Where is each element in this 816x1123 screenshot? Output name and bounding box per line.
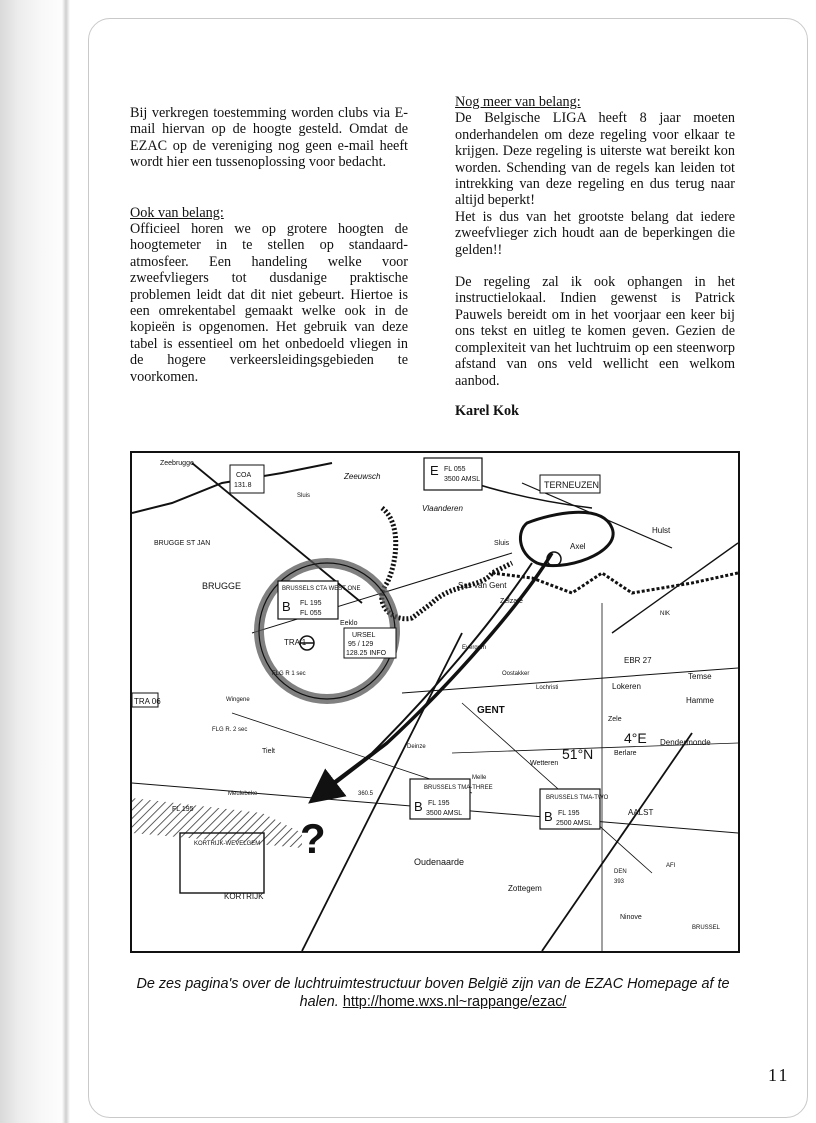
svg-text:GENT: GENT (477, 705, 505, 716)
svg-text:FL 195: FL 195 (428, 800, 450, 807)
map-drawing (132, 453, 738, 951)
svg-text:BRUSSELS TMA-THREE: BRUSSELS TMA-THREE (424, 785, 493, 791)
svg-text:BRUSSELS CTA WEST ONE: BRUSSELS CTA WEST ONE (282, 586, 361, 592)
left-column (130, 105, 408, 385)
section-heading-ook-van-belang: Ook van belang: (130, 204, 224, 221)
svg-text:2500 AMSL: 2500 AMSL (556, 820, 593, 827)
svg-text:FL 195: FL 195 (300, 600, 322, 607)
svg-text:Sluis: Sluis (297, 493, 311, 499)
svg-text:Tielt: Tielt (262, 748, 275, 755)
svg-text:B: B (282, 599, 291, 614)
instruction-paragraph: De regeling zal ik ook ophangen in het instructielokaal. Indien gewenst is Patrick Pauwels bereidt om in het voorjaar een keer bij ons tekst en uitleg te komen geven. Gezien de complexiteit van het luchtruim op een steenworp afstand van ons veld wellicht een welkom aanbod. (455, 274, 735, 389)
svg-text:FL 055: FL 055 (444, 466, 466, 473)
liga-paragraph: De Belgische LIGA heeft 8 jaar moeten onderhandelen om deze regeling voor elkaar te krijgen. Deze regeling is uiterste wat bereikt kon worden. Schending van de regels kan leiden tot intrekking van deze regeling en dus terug naar altijd beperkt! (455, 110, 735, 209)
svg-text:Hulst: Hulst (652, 526, 671, 535)
svg-text:Ninove: Ninove (620, 914, 642, 921)
svg-text:Zele: Zele (608, 716, 622, 723)
author-name: Karel Kok (455, 402, 519, 419)
svg-text:Lochristi: Lochristi (536, 685, 559, 691)
svg-text:Melle: Melle (472, 775, 487, 781)
svg-text:KORTRIJK: KORTRIJK (224, 892, 264, 901)
svg-text:3500 AMSL: 3500 AMSL (426, 810, 463, 817)
svg-text:BRUSSELS TMA-TWO: BRUSSELS TMA-TWO (546, 795, 609, 801)
svg-text:EBR 27: EBR 27 (624, 656, 652, 665)
svg-text:E: E (430, 463, 439, 478)
airspace-map (130, 451, 740, 953)
importance-paragraph: Het is dus van het grootste belang dat iedere zweefvlieger zich houdt aan de beperkingen die gelden!! (455, 208, 735, 258)
svg-text:Zelzate: Zelzate (500, 598, 523, 605)
right-column (455, 94, 735, 419)
svg-text:128.25 INFO: 128.25 INFO (346, 650, 387, 657)
svg-text:FLG R 1 sec: FLG R 1 sec (272, 671, 306, 677)
border-dutch-belgian (382, 508, 512, 619)
section-heading-nog-meer-van-belang: Nog meer van belang: (455, 94, 581, 110)
svg-text:TRA 1: TRA 1 (284, 638, 307, 647)
svg-text:FL 055: FL 055 (300, 610, 322, 617)
svg-text:Vlaanderen: Vlaanderen (422, 504, 463, 513)
svg-text:FLG R. 2 sec: FLG R. 2 sec (212, 727, 248, 733)
svg-text:FL 195: FL 195 (558, 810, 580, 817)
svg-text:Berlare: Berlare (614, 750, 637, 757)
svg-text:3500 AMSL: 3500 AMSL (444, 476, 481, 483)
airspace-boundary-4 (612, 543, 738, 633)
svg-text:Temse: Temse (688, 672, 712, 681)
svg-text:KORTRIJK-WEVELGEM: KORTRIJK-WEVELGEM (194, 841, 261, 847)
svg-text:131.8: 131.8 (234, 482, 252, 489)
question-mark: ? (300, 815, 326, 862)
svg-text:Wingene: Wingene (226, 697, 250, 703)
intro-paragraph: Bij verkregen toestemming worden clubs via E-mail hiervan op de hoogte gesteld. Omdat de EZAC op de vereniging nog geen e-mail heeft wordt hier een tussenoplossing voor bedacht. (130, 105, 408, 171)
svg-text:4°E: 4°E (624, 730, 647, 746)
svg-text:AALST: AALST (628, 808, 654, 817)
axel-airfield-circle (520, 512, 613, 565)
svg-text:Axel: Axel (570, 542, 586, 551)
svg-text:51°N: 51°N (562, 746, 594, 762)
page-number: 11 (768, 1065, 790, 1085)
svg-text:Zeebrugge: Zeebrugge (160, 460, 194, 467)
svg-text:393: 393 (614, 879, 625, 885)
svg-text:TERNEUZEN: TERNEUZEN (544, 480, 600, 490)
svg-text:URSEL: URSEL (352, 632, 376, 639)
svg-text:B: B (544, 809, 553, 824)
svg-text:FL 195: FL 195 (172, 806, 194, 813)
svg-text:TRA 06: TRA 06 (134, 697, 161, 706)
svg-text:95 / 129: 95 / 129 (348, 641, 374, 648)
svg-text:AFI: AFI (666, 863, 676, 869)
svg-text:Eeklo: Eeklo (340, 620, 358, 627)
homepage-link[interactable]: http://home.wxs.nl~rappange/ezac/ (342, 994, 567, 1010)
svg-text:Hamme: Hamme (686, 696, 715, 705)
altimeter-paragraph: Officieel horen we op grotere hoogten de hoogtemeter in te stellen op standaard-atmosfeer. Een handeling welke voor zweefvliegers tot dusdanige praktische problemen leidt dat dit niet gebeurt. Hiertoe is een omrekentabel gemaakt welke ook in de kopieën is opgenomen. Het gebruik van deze tabel is essentieel om het onbedoeld vliegen in de hogere verkeersleidingsgebieden te voorkomen. (130, 221, 408, 385)
svg-text:360.5: 360.5 (358, 791, 374, 797)
svg-text:Sas van Gent: Sas van Gent (458, 581, 507, 590)
svg-text:Meulebeke: Meulebeke (228, 791, 258, 797)
svg-text:Lokeren: Lokeren (612, 682, 641, 691)
svg-text:Oostakker: Oostakker (502, 671, 530, 677)
svg-text:Zeeuwsch: Zeeuwsch (344, 472, 381, 481)
svg-text:BRUGGE: BRUGGE (202, 581, 242, 591)
svg-text:Oudenaarde: Oudenaarde (414, 857, 465, 867)
svg-text:Wetteren: Wetteren (530, 760, 559, 767)
svg-text:BRUGGE ST JAN: BRUGGE ST JAN (154, 540, 211, 547)
svg-text:Zottegem: Zottegem (508, 884, 542, 893)
map-caption (130, 975, 736, 1011)
svg-text:B: B (414, 799, 423, 814)
svg-text:Evergem: Evergem (462, 645, 487, 651)
caption-text: De zes pagina's over de luchtruimtestructuur boven België zijn van de EZAC Homepage af te halen. (136, 976, 730, 1010)
svg-text:DEN: DEN (614, 869, 627, 875)
binding-shadow (0, 0, 70, 1123)
svg-text:Dendermonde: Dendermonde (660, 738, 711, 747)
svg-text:COA: COA (236, 472, 252, 479)
svg-text:NIK: NIK (660, 611, 671, 617)
svg-text:Sluis: Sluis (494, 540, 510, 547)
svg-text:Deinze: Deinze (407, 744, 426, 750)
svg-text:BRUSSEL: BRUSSEL (692, 925, 721, 931)
